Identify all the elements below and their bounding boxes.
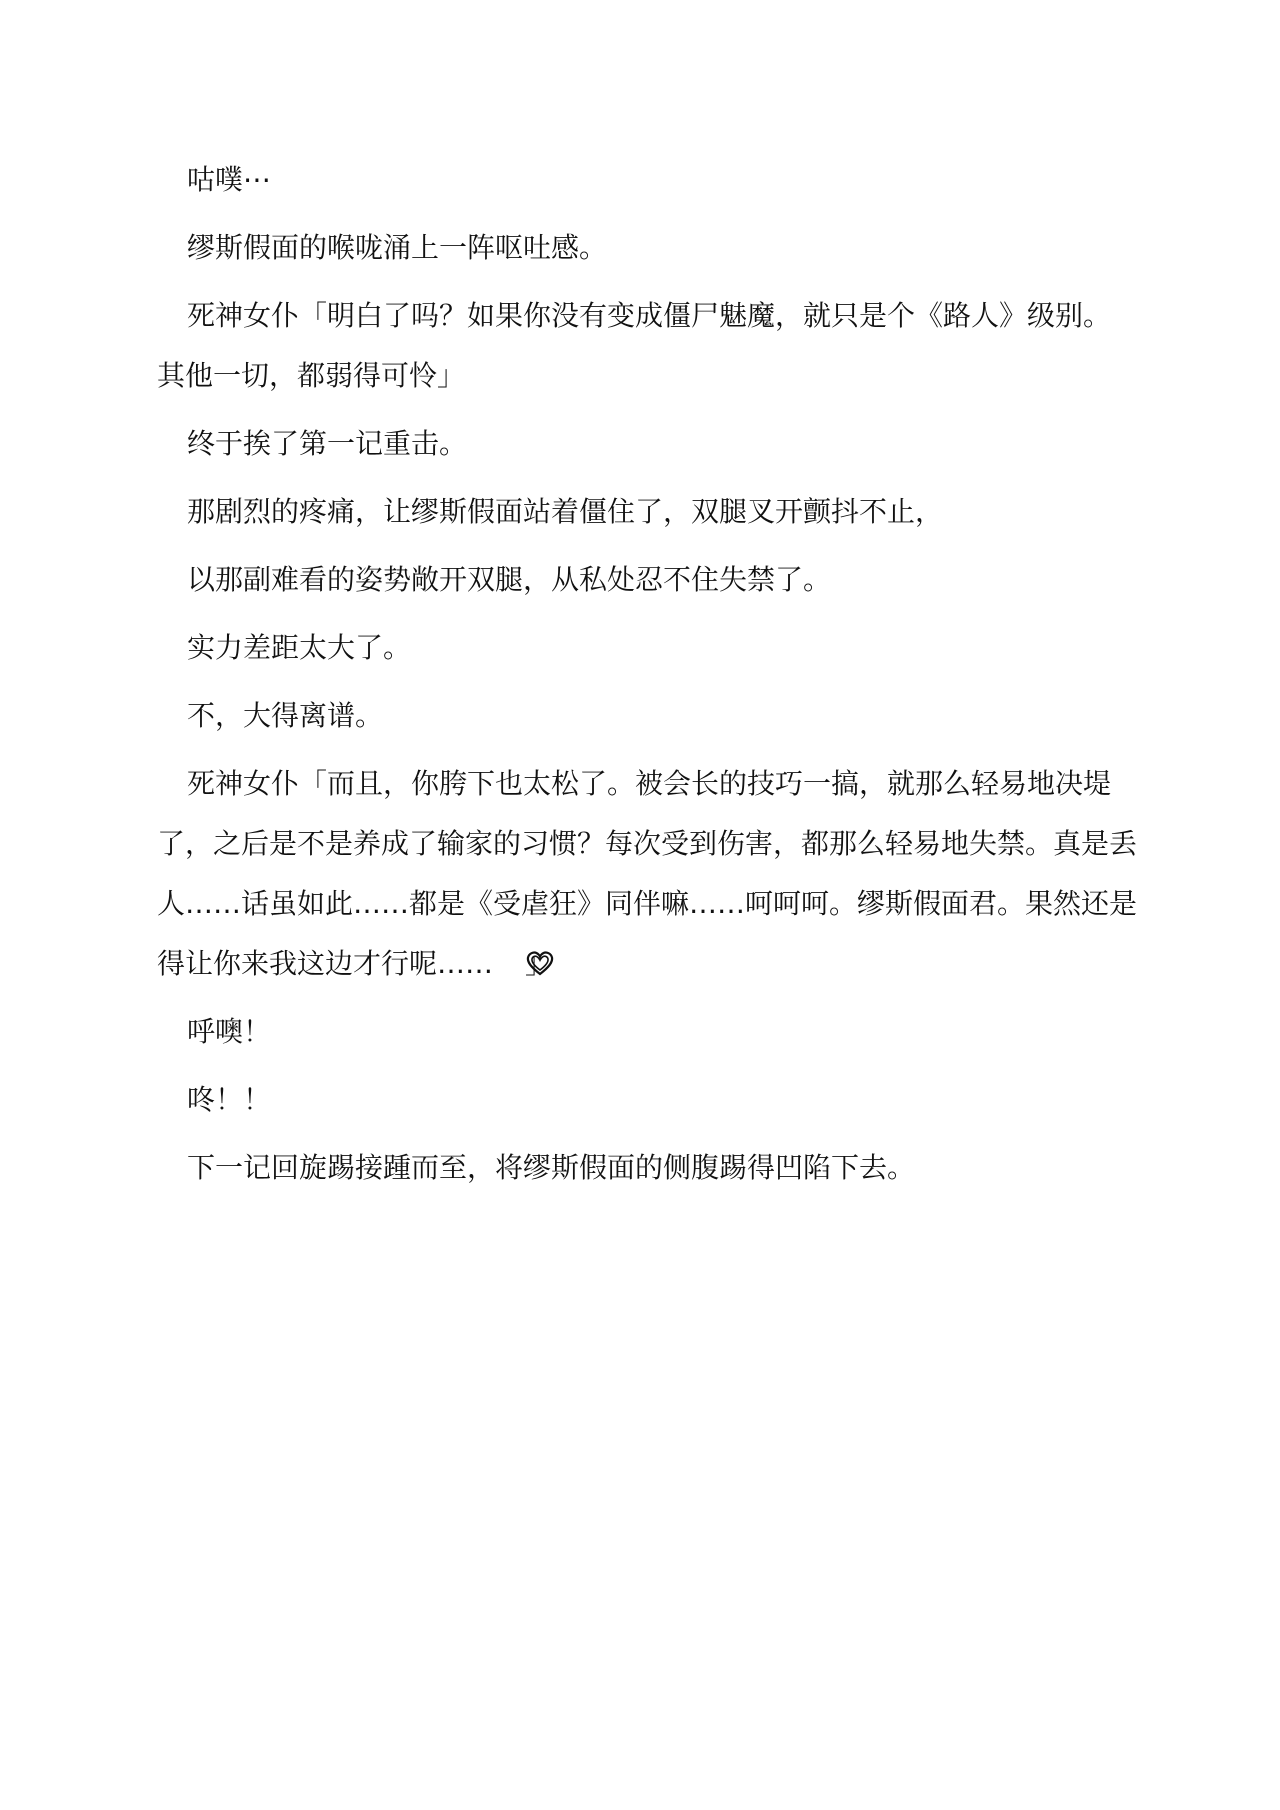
paragraph-5: 那剧烈的疼痛，让缪斯假面站着僵住了，双腿叉开颤抖不止，: [187, 495, 944, 528]
paragraph-7: 实力差距太大了。: [187, 631, 412, 664]
paragraph-9: [157, 754, 1137, 994]
paragraph-9-text: 死神女仆「而且，你胯下也太松了。被会长的技巧一搞，就那么轻易地决堤了，之后是不是养成了输家的习惯？每次受到伤害，都那么轻易地失禁。真是丢人……话虽如此……都是《受虐狂》同伴嘛……呵呵呵。缪斯假面君。果然还是得让你来我这边才行呢……: [157, 767, 1138, 980]
story-text: [157, 150, 1137, 1206]
heart-outline-icon: [495, 939, 525, 969]
paragraph-10: 呼噢！: [187, 1015, 272, 1048]
closing-bracket: 」: [525, 947, 554, 980]
paragraph-4: 终于挨了第一记重击。: [187, 427, 468, 460]
paragraph-3: 死神女仆「明白了吗？如果你没有变成僵尸魅魔，就只是个《路人》级别。其他一切，都弱得可怜」: [157, 299, 1112, 392]
paragraph-8: 不，大得离谱。: [187, 699, 384, 732]
paragraph-11: 咚！！: [187, 1083, 272, 1116]
paragraph-6: 以那副难看的姿势敞开双腿，从私处忍不住失禁了。: [187, 563, 832, 596]
paragraph-12: 下一记回旋踢接踵而至，将缪斯假面的侧腹踢得凹陷下去。: [187, 1151, 916, 1184]
paragraph-1: 咕噗⋯: [187, 163, 272, 196]
paragraph-2: 缪斯假面的喉咙涌上一阵呕吐感。: [187, 231, 608, 264]
